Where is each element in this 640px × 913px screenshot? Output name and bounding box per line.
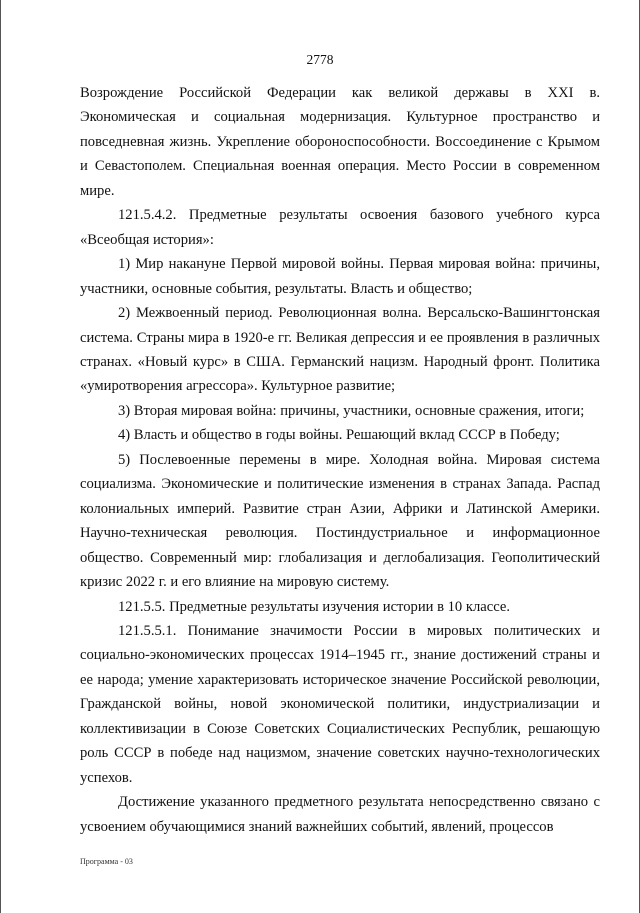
document-body	[80, 81, 600, 839]
list-item-4: 4) Власть и общество в годы войны. Решающий вклад СССР в Победу;	[118, 427, 560, 444]
paragraph-section-121-5-4-2: 121.5.4.2. Предметные результаты освоения базового учебного курса «Всеобщая история»:	[80, 207, 600, 248]
scan-edge-left	[0, 0, 1, 913]
paragraph-achievement: Достижение указанного предметного результата непосредственно связано с усвоением обучающимися знаний важнейших событий, явлений, процессов	[80, 794, 600, 835]
paragraph-section-121-5-5-1: 121.5.5.1. Понимание значимости России в мировых политических и социально-экономических процессах 1914–1945 гг., знание достижений страны и ее народа; умение характеризовать историческое значение Российской революции, Гражданской войны, новой экономической политики, индустриализации и коллективизации в Союзе Советских Социалистических Республик, решающую роль СССР в победе над нацизмом, значение советских научно-технологических успехов.	[80, 622, 600, 786]
footer-program-code: Программа - 03	[80, 857, 133, 866]
page-number: 2778	[306, 52, 334, 67]
list-item-1: 1) Мир накануне Первой мировой войны. Первая мировая война: причины, участники, основные события, результаты. Власть и общество;	[80, 256, 600, 297]
paragraph-intro-continuation: Возрождение Российской Федерации как великой державы в XXI в. Экономическая и социальная модернизация. Культурное пространство и повседневная жизнь. Укрепление обороноспособности. Воссоединение с Крымом и Севастополем. Специальная военная операция. Место России в современном мире.	[80, 85, 600, 199]
list-item-3: 3) Вторая мировая война: причины, участники, основные сражения, итоги;	[118, 402, 585, 419]
paragraph-section-121-5-5: 121.5.5. Предметные результаты изучения истории в 10 классе.	[118, 598, 510, 615]
list-item-2: 2) Межвоенный период. Революционная волна. Версальско-Вашингтонская система. Страны мира в 1920-е гг. Великая депрессия и ее проявления в различных странах. «Новый курс» в США. Германский нацизм. Народный фронт. Политика «умиротворения агрессора». Культурное развитие;	[80, 305, 600, 395]
list-item-5: 5) Послевоенные перемены в мире. Холодная война. Мировая система социализма. Экономические и политические изменения в странах Запада. Распад колониальных империй. Развитие стран Азии, Африки и Латинской Америки. Научно-техническая революция. Постиндустриальное и информационное общество. Современный мир: глобализация и деглобализация. Геополитический кризис 2022 г. и его влияние на мировую систему.	[80, 451, 600, 591]
